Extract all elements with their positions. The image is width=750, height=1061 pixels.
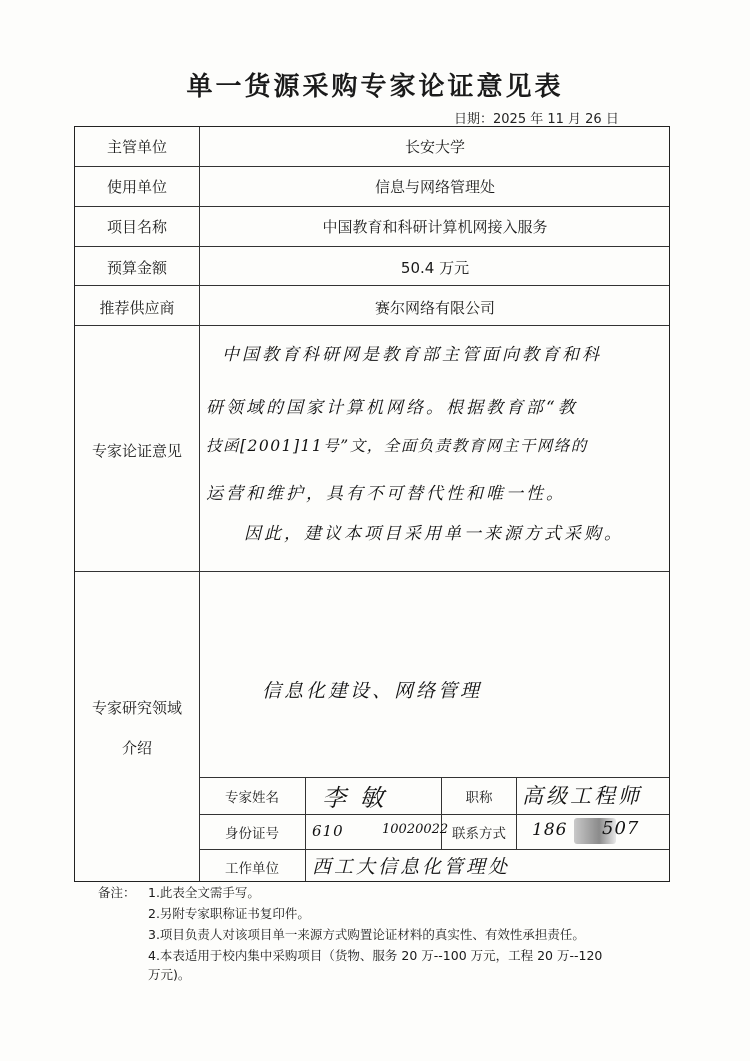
col-divider <box>305 777 306 881</box>
label-research-line1: 专家研究领域 <box>91 699 182 717</box>
opinion-line: 因此，建议本项目采用单一来源方式采购。 <box>244 524 624 544</box>
note-item: 3.项目负责人对该项目单一来源方式购置论证材料的真实性、有效性承担责任。 <box>148 927 585 942</box>
label-opinion: 专家论证意见 <box>91 442 182 460</box>
form-date: 日期：2025 年 11 月 26 日 <box>454 112 619 127</box>
row-divider <box>199 849 669 850</box>
col-divider <box>516 777 517 849</box>
row-divider <box>75 246 669 247</box>
row-divider <box>75 166 669 167</box>
row-divider <box>75 285 669 286</box>
label-work-unit: 工作单位 <box>225 861 279 877</box>
work-unit: 西工大信息化管理处 <box>312 856 511 878</box>
id-number-part1: 610 <box>312 822 344 840</box>
label-contact: 联系方式 <box>452 826 506 842</box>
row-divider <box>199 814 669 815</box>
note-item: 2.另附专家职称证书复印件。 <box>148 906 310 921</box>
label-expert-title: 职称 <box>465 790 493 806</box>
opinion-line: 研领域的国家计算机网络。根据教育部“教 <box>206 398 578 418</box>
opinion-line: 中国教育科研网是教育部主管面向教育和科 <box>222 345 602 365</box>
note-item: 万元)。 <box>148 967 191 982</box>
opinion-line: 技函[2001]11号”文，全面负责教育网主干网络的 <box>206 437 588 455</box>
row-divider <box>75 325 669 326</box>
opinion-line: 运营和维护，具有不可替代性和唯一性。 <box>206 484 566 504</box>
contact-part1: 186 <box>532 820 568 840</box>
expert-title: 高级工程师 <box>522 784 642 808</box>
label-project: 项目名称 <box>106 218 167 236</box>
label-id-number: 身份证号 <box>225 826 279 842</box>
label-expert-name: 专家姓名 <box>225 790 279 806</box>
label-authority: 主管单位 <box>106 138 167 156</box>
value-user-unit: 信息与网络管理处 <box>374 178 495 196</box>
research-text: 信息化建设、网络管理 <box>262 680 483 702</box>
value-supplier: 赛尔网络有限公司 <box>374 299 495 317</box>
value-authority: 长安大学 <box>404 138 465 156</box>
col-divider <box>199 127 200 881</box>
contact-part2: 507 <box>602 818 640 839</box>
row-divider <box>75 206 669 207</box>
notes-heading: 备注： <box>98 885 136 900</box>
value-budget: 50.4 万元 <box>400 259 470 277</box>
form-table <box>74 126 670 882</box>
form-title: 单一货源采购专家论证意见表 <box>186 72 564 102</box>
expert-name: 李 敏 <box>322 784 387 812</box>
id-number-part2: 10020022 <box>382 822 449 837</box>
label-budget: 预算金额 <box>106 259 167 277</box>
label-research-line2: 介绍 <box>121 739 152 757</box>
note-item: 1.此表全文需手写。 <box>148 885 260 900</box>
note-item: 4.本表适用于校内集中采购项目（货物、服务 20 万--100 万元，工程 20 万--120 <box>148 948 603 963</box>
label-supplier: 推荐供应商 <box>99 299 175 317</box>
label-user-unit: 使用单位 <box>106 178 167 196</box>
value-project: 中国教育和科研计算机网接入服务 <box>322 218 548 236</box>
row-divider <box>199 777 669 778</box>
row-divider <box>75 571 669 572</box>
